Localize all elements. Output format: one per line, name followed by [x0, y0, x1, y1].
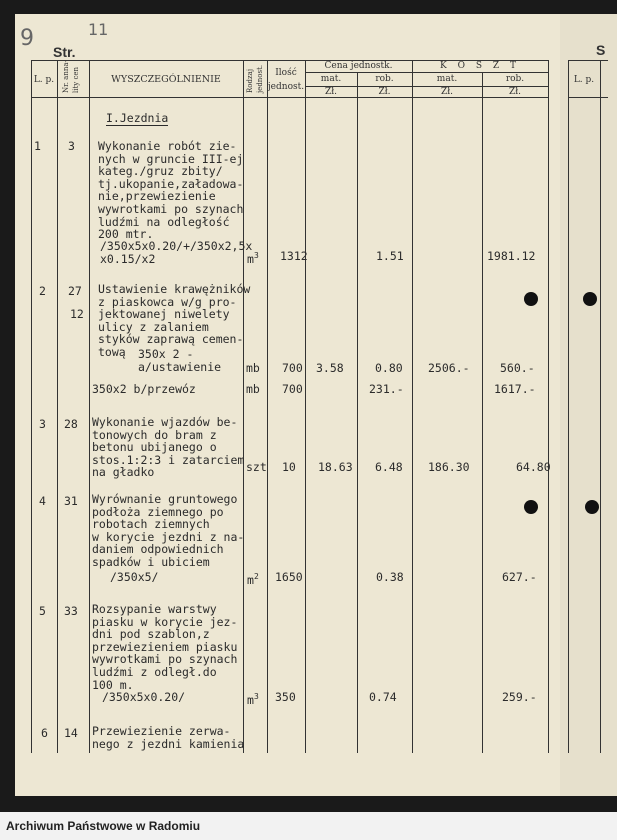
- row4-cena-rob: 0.38: [376, 570, 404, 584]
- header-nr-line2: lity cen: [72, 66, 80, 93]
- header-lp: L. p.: [33, 75, 55, 85]
- header-koszt-mat: mat.: [436, 74, 458, 84]
- row3-cena-mat: 18.63: [318, 460, 353, 474]
- row3-nr: 28: [64, 417, 78, 431]
- row5-cena-rob: 0.74: [369, 690, 397, 704]
- row5-description: Rozsypanie warstwy piasku w korycie jez- dni pod szablon,z przewiezieniem piasku wywrotkami po szynach ludźmi z odległ.do 100 m.: [92, 602, 238, 692]
- row2-cena-mat: 3.58: [316, 361, 344, 375]
- header-zl-4: Zł.: [508, 87, 522, 97]
- row1-cena-rob: 1.51: [376, 249, 404, 263]
- row5-unit: $m^3$: [247, 692, 259, 707]
- header-nr-line1: Nr. anna-: [62, 60, 70, 93]
- row2b-unit: mb: [246, 382, 260, 396]
- row6-nr: 14: [64, 726, 78, 740]
- punch-hole: [524, 500, 538, 514]
- row4-lp: 4: [39, 494, 46, 508]
- row1-lp: 1: [34, 139, 41, 153]
- row3-koszt-rob: 64.80: [516, 460, 551, 474]
- header-cena-rob: rob.: [375, 74, 394, 84]
- row3-koszt-mat: 186.30: [428, 460, 470, 474]
- row2-koszt-mat: 2506.-: [428, 361, 470, 375]
- row3-lp: 3: [39, 417, 46, 431]
- row3-cena-rob: 6.48: [375, 460, 403, 474]
- row2-description: Ustawienie krawężników z piaskowca w/g pro- jektowanej niwelety ulicy z zalaniem styków zaprawą cemen- tową: [98, 282, 251, 359]
- row1-unit: $m^3$: [247, 251, 259, 266]
- row4-qty: 1650: [275, 570, 303, 584]
- row3-unit: szt: [246, 460, 267, 474]
- header-description: WYSZCZEGÓLNIENIE: [111, 74, 221, 85]
- pencil-mark: 11: [88, 20, 109, 39]
- row5-qty: 350: [275, 690, 296, 704]
- row4-description: Wyrównanie gruntowego podłoża ziemnego po robotach ziemnych w korycie jezdni z na- daniem odpowiednich spadków i ubiciem: [92, 492, 245, 569]
- row6-lp: 6: [41, 726, 48, 740]
- row1-nr: 3: [68, 139, 75, 153]
- header-ilosc-line1: Ilość: [275, 68, 297, 78]
- row4-koszt-rob: 627.-: [502, 570, 537, 584]
- section-title: I.Jezdnia: [106, 111, 169, 125]
- header-zl-2: Zł.: [378, 87, 391, 97]
- archive-footer: Archiwum Państwowe w Radomiu: [0, 812, 617, 840]
- punch-hole: [524, 292, 538, 306]
- pencil-page-number: 9: [20, 26, 34, 51]
- row4-nr: 31: [64, 494, 78, 508]
- row2-qty: 700: [282, 361, 303, 375]
- row3-description: Wykonanie wjazdów be- tonowych do bram z betonu ubijanego o stos.1:2:3 i zatarciem na gładko: [92, 415, 245, 480]
- row1-description: Wykonanie robót zie- nych w gruncie III-ej kateg./gruz zbity/ tj.ukopanie,załadowa- nie,przewiezienie wywrotkami po szynach ludźmi na odległość 200 mtr.: [98, 139, 244, 242]
- row2-nr2: 12: [70, 307, 84, 321]
- row2b-description: 350x2 b/przewóz: [92, 382, 196, 396]
- header-cena-mat: mat.: [320, 74, 342, 84]
- row2-nr: 27: [68, 284, 82, 298]
- row2-cena-rob: 0.80: [375, 361, 403, 375]
- page-label: Str.: [53, 44, 76, 60]
- row5-koszt-rob: 259.-: [502, 690, 537, 704]
- header-next-lp: L. p.: [573, 75, 595, 85]
- header-zl-3: Zł.: [440, 87, 454, 97]
- header-rodzaj-line2: jednost.: [256, 64, 264, 93]
- row5-calc: /350x5x0.20/: [102, 690, 186, 704]
- row5-nr: 33: [64, 604, 78, 618]
- row2-calc: 350x 2 - a/ustawienie: [138, 347, 222, 374]
- row2-koszt-rob: 560.-: [500, 361, 535, 375]
- header-rodzaj-line1: Rodzaj: [246, 69, 254, 93]
- row2-unit: mb: [246, 361, 260, 375]
- row1-calc: /350x5x0.20/+/350x2,5x x0.15/x2: [100, 239, 253, 266]
- header-koszt-rob: rob.: [505, 74, 525, 84]
- row2b-qty: 700: [282, 382, 303, 396]
- header-koszt: K O S Z T: [440, 61, 520, 71]
- row4-unit: $m^2$: [247, 572, 259, 587]
- row1-qty: 1312: [280, 249, 308, 263]
- header-cena: Cena jednostk.: [324, 61, 393, 71]
- header-ilosc-line2: jednost.: [267, 82, 305, 92]
- row3-qty: 10: [282, 460, 296, 474]
- row1-koszt-rob: 1981.12: [487, 249, 536, 263]
- row2b-koszt-rob: 1617.-: [494, 382, 536, 396]
- next-page-label: S: [596, 42, 606, 58]
- punch-hole: [583, 292, 597, 306]
- header-zl-1: Zł.: [324, 87, 338, 97]
- row6-description: Przewiezienie zerwa- nego z jezdni kamienia: [92, 724, 245, 751]
- row5-lp: 5: [39, 604, 46, 618]
- punch-hole: [585, 500, 599, 514]
- row2-lp: 2: [39, 284, 46, 298]
- row2b-cena-rob: 231.-: [369, 382, 404, 396]
- row4-calc: /350x5/: [110, 570, 159, 584]
